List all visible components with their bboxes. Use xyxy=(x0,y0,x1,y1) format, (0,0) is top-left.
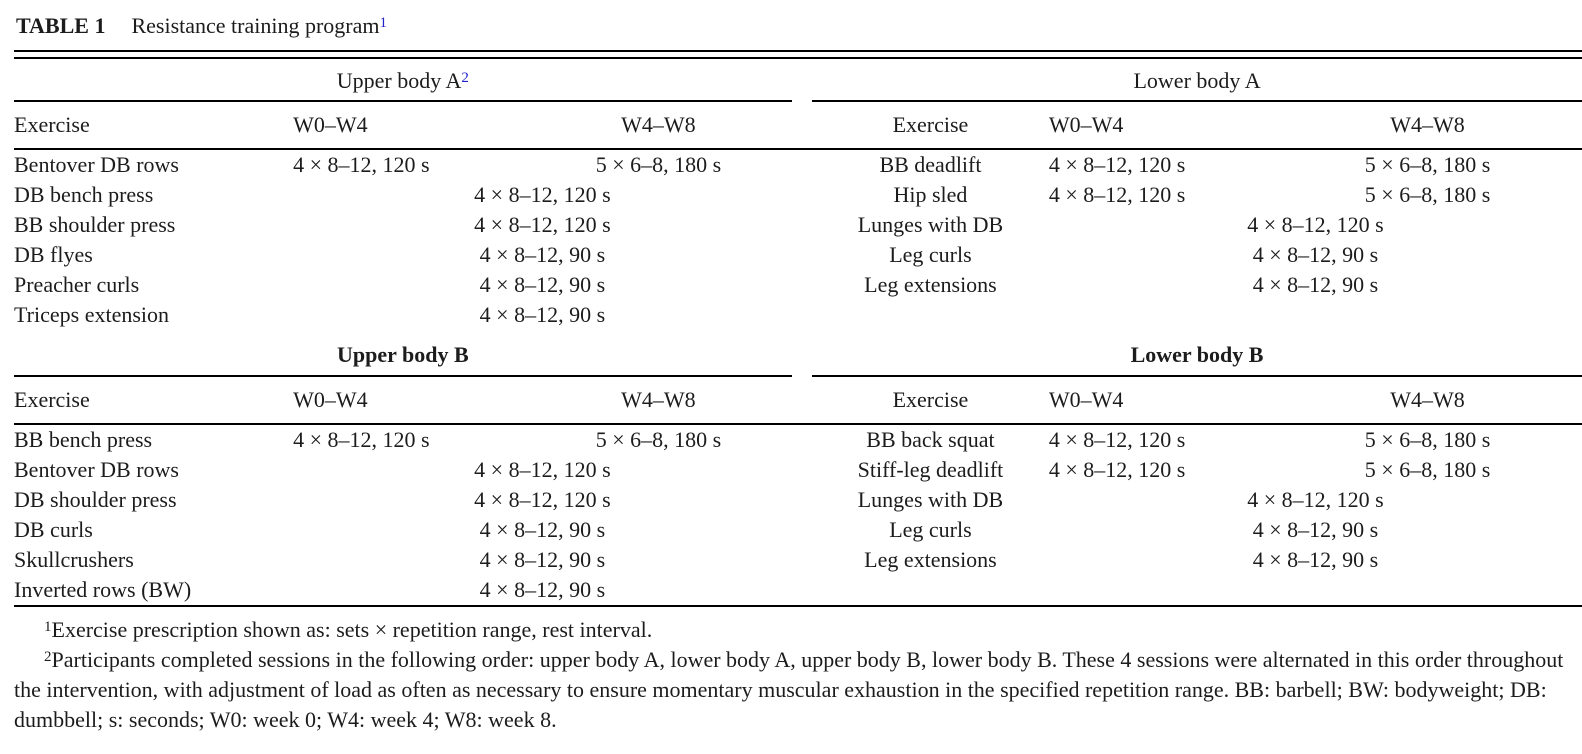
column-gap xyxy=(792,575,812,606)
column-header-w0w4: W0–W4 xyxy=(1049,101,1273,149)
column-gap xyxy=(792,545,812,575)
column-gap xyxy=(792,300,812,330)
table-title xyxy=(14,0,1582,40)
table-row xyxy=(14,455,1582,485)
column-gap xyxy=(792,240,812,270)
exercise-name: DB flyes xyxy=(14,242,93,267)
prescription-span: 4 × 8–12, 90 s xyxy=(479,547,606,572)
prescription-span: 4 × 8–12, 120 s xyxy=(474,457,611,482)
empty-cell xyxy=(812,575,1582,606)
column-gap xyxy=(792,455,812,485)
footnote-2 xyxy=(14,645,1572,735)
exercise-name: DB shoulder press xyxy=(14,487,177,512)
column-gap xyxy=(792,424,812,455)
prescription-w0w4: 4 × 8–12, 120 s xyxy=(1048,427,1186,452)
group-header-row xyxy=(14,59,1582,101)
table-footnotes xyxy=(14,615,1582,735)
table-row xyxy=(14,210,1582,240)
exercise-name: Bentover DB rows xyxy=(14,457,179,482)
footnote-ref-2-link[interactable]: 2 xyxy=(461,70,469,86)
prescription-span: 4 × 8–12, 90 s xyxy=(479,242,606,267)
table-row xyxy=(14,485,1582,515)
table-row xyxy=(14,270,1582,300)
prescription-span: 4 × 8–12, 120 s xyxy=(474,182,611,207)
group-header-row xyxy=(14,330,1582,376)
column-header-row xyxy=(14,101,1582,149)
table-caption: Resistance training program xyxy=(131,13,380,38)
table-row xyxy=(14,180,1582,210)
column-header-w0w4: W0–W4 xyxy=(1049,376,1273,424)
footnote-2-marker: 2 xyxy=(44,649,52,665)
table-row xyxy=(14,424,1582,455)
prescription-w0w4: 4 × 8–12, 120 s xyxy=(1048,457,1186,482)
prescription-w4w8: 5 × 6–8, 180 s xyxy=(1364,427,1491,452)
exercise-name: BB shoulder press xyxy=(14,212,176,237)
group-header-label: Lower body B xyxy=(1130,342,1264,367)
exercise-name: DB curls xyxy=(14,517,93,542)
exercise-name: BB deadlift xyxy=(879,152,982,177)
exercise-name: Inverted rows (BW) xyxy=(14,577,192,602)
column-header-w0w4: W0–W4 xyxy=(293,101,525,149)
prescription-span: 4 × 8–12, 120 s xyxy=(474,212,611,237)
prescription-w0w4: 4 × 8–12, 120 s xyxy=(1048,152,1186,177)
exercise-name: Lunges with DB xyxy=(857,212,1004,237)
table-row xyxy=(14,545,1582,575)
footnote-ref-1-link[interactable]: 1 xyxy=(379,15,387,31)
prescription-span: 4 × 8–12, 90 s xyxy=(1252,272,1379,297)
prescription-span: 4 × 8–12, 90 s xyxy=(1252,517,1379,542)
exercise-name: Preacher curls xyxy=(14,272,140,297)
table-row xyxy=(14,300,1582,330)
footnote-2-text: Participants completed sessions in the following order: upper body A, lower body A, upper body B, lower body B. These 4 sessions were alternated in this order throughout the intervention, with adjustment of load as often as necessary to ensure momentary muscular exhaustion in the specified repetition range. BB: barbell; BW: bodyweight; DB: dumbbell; s: seconds; W0: week 0; W4: week 4; W8: week 8. xyxy=(14,647,1564,732)
column-header-row xyxy=(14,376,1582,424)
exercise-name: Hip sled xyxy=(893,182,968,207)
prescription-w0w4: 4 × 8–12, 120 s xyxy=(293,427,430,452)
column-header-w4w8: W4–W8 xyxy=(525,376,792,424)
exercise-name: Stiff-leg deadlift xyxy=(857,457,1004,482)
exercise-name: Leg curls xyxy=(889,517,972,542)
column-header-w4w8: W4–W8 xyxy=(525,101,792,149)
prescription-span: 4 × 8–12, 120 s xyxy=(1247,212,1384,237)
prescription-span: 4 × 8–12, 120 s xyxy=(474,487,611,512)
column-gap xyxy=(792,330,812,376)
column-header-exercise: Exercise xyxy=(812,101,1049,149)
table-row xyxy=(14,240,1582,270)
prescription-span: 4 × 8–12, 90 s xyxy=(1252,547,1379,572)
column-gap xyxy=(792,210,812,240)
column-gap xyxy=(792,101,812,149)
column-gap xyxy=(792,149,812,180)
exercise-name: BB back squat xyxy=(866,427,995,452)
exercise-name: Bentover DB rows xyxy=(14,152,179,177)
prescription-span: 4 × 8–12, 90 s xyxy=(479,272,606,297)
group-header-left xyxy=(14,330,792,376)
table-row xyxy=(14,515,1582,545)
column-gap xyxy=(792,59,812,101)
exercise-name: DB bench press xyxy=(14,182,154,207)
prescription-w4w8: 5 × 6–8, 180 s xyxy=(1364,182,1491,207)
column-header-w4w8: W4–W8 xyxy=(1273,376,1582,424)
prescription-span: 4 × 8–12, 90 s xyxy=(479,302,606,327)
exercise-name: Skullcrushers xyxy=(14,547,134,572)
group-header-label: Upper body A xyxy=(336,68,462,93)
column-header-exercise: Exercise xyxy=(14,101,293,149)
footnote-1-marker: 1 xyxy=(44,619,52,635)
empty-cell xyxy=(812,300,1582,330)
column-header-w0w4: W0–W4 xyxy=(293,376,525,424)
exercise-name: Leg curls xyxy=(889,242,972,267)
group-header-label: Lower body A xyxy=(1133,68,1261,93)
prescription-span: 4 × 8–12, 90 s xyxy=(479,577,606,602)
footnote-1 xyxy=(14,615,1572,645)
prescription-w0w4: 4 × 8–12, 120 s xyxy=(293,152,430,177)
prescription-w0w4: 4 × 8–12, 120 s xyxy=(1048,182,1186,207)
prescription-w4w8: 5 × 6–8, 180 s xyxy=(1364,457,1491,482)
group-header-right xyxy=(812,59,1582,101)
footnote-1-text: Exercise prescription shown as: sets × repetition range, rest interval. xyxy=(51,617,653,642)
table-row xyxy=(14,149,1582,180)
column-gap xyxy=(792,376,812,424)
training-program-table xyxy=(14,59,1582,607)
exercise-name: Triceps extension xyxy=(14,302,170,327)
prescription-w4w8: 5 × 6–8, 180 s xyxy=(595,152,722,177)
prescription-w4w8: 5 × 6–8, 180 s xyxy=(1364,152,1491,177)
column-header-exercise: Exercise xyxy=(812,376,1049,424)
table-top-double-rule xyxy=(14,50,1582,59)
table-row xyxy=(14,575,1582,606)
column-gap xyxy=(792,270,812,300)
prescription-span: 4 × 8–12, 90 s xyxy=(1252,242,1379,267)
exercise-name: Leg extensions xyxy=(864,547,997,572)
exercise-name: Lunges with DB xyxy=(857,487,1004,512)
column-gap xyxy=(792,515,812,545)
column-header-w4w8: W4–W8 xyxy=(1273,101,1582,149)
column-gap xyxy=(792,485,812,515)
prescription-span: 4 × 8–12, 90 s xyxy=(479,517,606,542)
group-header-label: Upper body B xyxy=(337,342,469,367)
table-number: TABLE 1 xyxy=(16,13,106,38)
group-header-right xyxy=(812,330,1582,376)
column-gap xyxy=(792,180,812,210)
prescription-w4w8: 5 × 6–8, 180 s xyxy=(595,427,722,452)
group-header-left xyxy=(14,59,792,101)
exercise-name: BB bench press xyxy=(14,427,153,452)
prescription-span: 4 × 8–12, 120 s xyxy=(1247,487,1384,512)
exercise-name: Leg extensions xyxy=(864,272,997,297)
column-header-exercise: Exercise xyxy=(14,376,293,424)
